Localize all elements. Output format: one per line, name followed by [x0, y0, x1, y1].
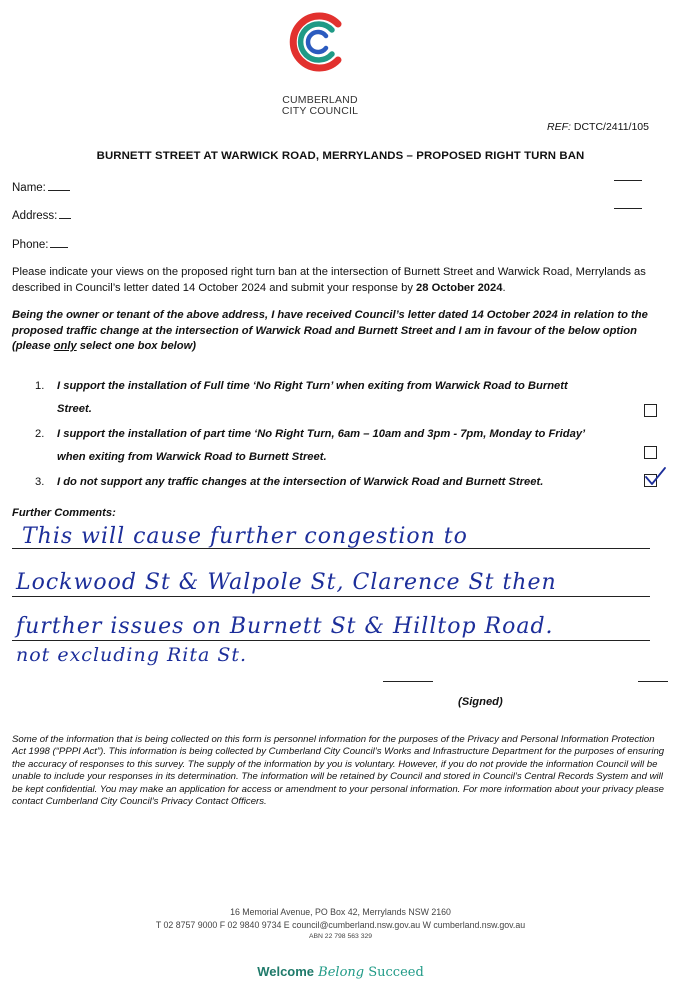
- option-1-line2: Street.: [57, 403, 92, 415]
- comment-handwriting-4: not excluding Rita St.: [16, 644, 248, 666]
- statement-only: only: [53, 340, 77, 352]
- address-label: Address:: [12, 210, 58, 222]
- option-2-number: 2.: [35, 428, 45, 440]
- instructions-text: Please indicate your views on the proposed right turn ban at the intersection of Burnett Street and Warwick Road, Merrylands as described in Council’s letter dated 14 October 2024 and submit your response by: [12, 266, 646, 294]
- option-3-line1: I do not support any traffic changes at the intersection of Warwick Road and Burnett Street.: [57, 476, 544, 488]
- phone-field[interactable]: [12, 237, 68, 251]
- phone-label: Phone:: [12, 239, 49, 251]
- signature-line[interactable]: [383, 681, 433, 682]
- option-2-checkbox[interactable]: [644, 446, 657, 459]
- name-blank[interactable]: [48, 180, 70, 191]
- tagline-succeed: Succeed: [368, 965, 424, 980]
- option-3: [35, 471, 640, 494]
- comment-line-2: [12, 596, 650, 597]
- comment-handwriting-2: Lockwood St & Walpole St, Clarence St then: [16, 570, 557, 595]
- privacy-notice: Some of the information that is being collected on this form is personnel information for the purposes of the Privacy and Personal Information Protection Act 1998 (“PPPI Act”). This information is being collected by Cumberland City Council’s Works and Infrastructure Department for the purposes of ensuring the accuracy of responses to this survey. The supply of the information by you is voluntary. However, if you do not provide the information Council will be unable to include your responses in its determination. The information will be retained by Council and stored in Council’s Central Records System and will be kept confidential. You may make an application for access or amendment to your personal information. For more information about your privacy please contact Cumberland City Council’s Privacy Contact Officers.: [12, 734, 665, 808]
- council-name: [270, 95, 370, 117]
- address-field[interactable]: [12, 208, 71, 222]
- comment-line-3: [12, 640, 650, 641]
- instructions-deadline: 28 October 2024: [416, 281, 503, 294]
- instructions-paragraph: [12, 265, 666, 296]
- name-blank-end: [614, 180, 642, 181]
- tagline-belong: Belong: [318, 965, 365, 980]
- signed-label: (Signed): [458, 696, 503, 708]
- further-comments-label: Further Comments:: [12, 507, 116, 519]
- statement-part2: select one box below): [79, 340, 197, 352]
- document-title: BURNETT STREET AT WARWICK ROAD, MERRYLANDS – PROPOSED RIGHT TURN BAN: [96, 150, 585, 162]
- ref-label: REF:: [547, 121, 571, 133]
- reference-number: [547, 121, 649, 133]
- statement-part1: Being the owner or tenant of the above address, I have received Council’s letter dated 14 October 2024 in relation to the proposed traffic change at the intersection of Warwick Road and Burnett Street and I am in favour of the below option (please: [12, 309, 648, 352]
- option-1-line1: I support the installation of Full time ‘No Right Turn’ when exiting from Warwick Road to Burnett: [57, 380, 568, 392]
- comment-handwriting-3: further issues on Burnett St & Hilltop Road.: [16, 614, 554, 639]
- council-name-line2: CITY COUNCIL: [281, 105, 359, 117]
- ref-value: DCTC/2411/105: [573, 121, 649, 133]
- tagline-welcome: Welcome: [257, 964, 315, 979]
- option-1-checkbox[interactable]: [644, 404, 657, 417]
- option-3-number: 3.: [35, 476, 45, 488]
- name-label: Name:: [12, 182, 46, 194]
- statement-paragraph: [12, 308, 666, 355]
- footer: [0, 906, 681, 944]
- signature-line-end: [638, 681, 668, 682]
- cumberland-logo: [286, 10, 350, 74]
- comment-handwriting-1: This will cause further congestion to: [22, 524, 468, 549]
- option-1-number: 1.: [35, 380, 45, 392]
- option-2-line2: when exiting from Warwick Road to Burnett Street.: [57, 451, 327, 463]
- footer-address: 16 Memorial Avenue, PO Box 42, Merrylands NSW 2160: [230, 907, 451, 917]
- checkmark-icon: [640, 466, 668, 488]
- tagline: [0, 964, 681, 980]
- council-name-line1: CUMBERLAND: [282, 94, 358, 106]
- phone-blank[interactable]: [50, 237, 68, 248]
- address-blank-end: [614, 208, 642, 209]
- option-2-line1: I support the installation of part time ‘No Right Turn, 6am – 10am and 3pm - 7pm, Monday to Friday’: [57, 428, 586, 440]
- instructions-end: .: [502, 281, 506, 294]
- option-2: [35, 423, 640, 469]
- footer-abn: ABN 22 798 563 329: [308, 933, 373, 941]
- address-blank[interactable]: [59, 208, 71, 219]
- name-field[interactable]: [12, 180, 70, 194]
- option-1: [35, 375, 640, 421]
- footer-contacts: T 02 8757 9000 F 02 9840 9734 E council@cumberland.nsw.gov.au W cumberland.nsw.gov.au: [155, 919, 526, 930]
